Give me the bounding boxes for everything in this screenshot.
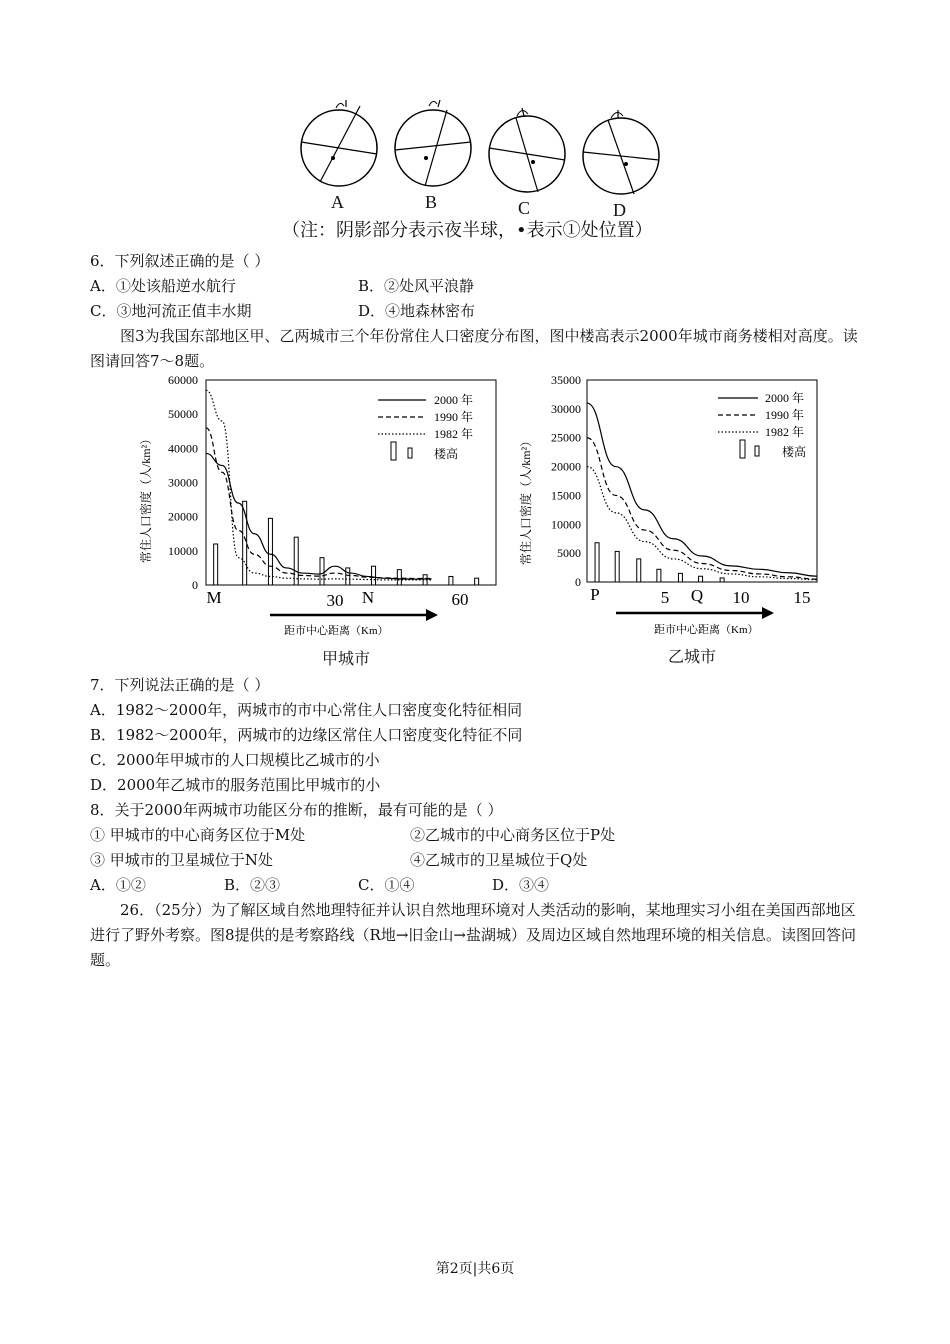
chart-yi-legend xyxy=(718,390,806,459)
chart-jia-xtick: 30 xyxy=(326,591,344,610)
chart-yi-ytick: 15000 xyxy=(551,488,581,503)
q6-option-d: D．④地森林密布 xyxy=(358,302,476,320)
chart-jia-xtick: M xyxy=(206,588,222,607)
globe-label-c: C xyxy=(518,198,531,218)
chart-jia-title: 甲城市 xyxy=(322,649,371,668)
chart-yi-ytick: 25000 xyxy=(551,430,581,445)
legend-2000: 2000 年 xyxy=(765,391,805,405)
globe-label-a: A xyxy=(331,192,344,212)
chart-yi-xtick: 15 xyxy=(793,588,811,607)
q6-option-c: C．③地河流正值丰水期 xyxy=(90,302,252,320)
chart-yi-xtick: Q xyxy=(690,586,704,605)
chart-jia-bar xyxy=(475,578,479,585)
q6-option-b: B．②处风平浪静 xyxy=(358,277,475,295)
globe-label-d: D xyxy=(613,200,626,220)
q26-text: 26．（25分）为了解区域自然地理特征并认识自然地理环境对人类活动的影响，某地理实习小组在美国西部地区进行了野外考察。图8提供的是考察路线（R地→旧金山→盐湖城）及周边区域自然地理环境的相关信息。读图回答问题。 xyxy=(90,901,856,969)
chart-jia-ytick: 0 xyxy=(192,578,198,592)
globe-c xyxy=(489,108,565,192)
globe-label-b: B xyxy=(425,192,438,212)
chart-yi-ytick: 20000 xyxy=(551,459,581,474)
chart-jia-bar xyxy=(397,570,401,585)
q8-option-c: C．①④ xyxy=(358,876,415,894)
q8-stem: 8．关于2000年两城市功能区分布的推断，最有可能的是（ ） xyxy=(90,801,503,819)
chart-yi-bar xyxy=(615,551,619,582)
chart-yi-bar xyxy=(678,573,682,582)
chart-yi-xtick: 5 xyxy=(660,588,670,607)
q8-option-b: B．②③ xyxy=(224,876,281,894)
chart-yi-series-1982年 xyxy=(587,467,817,580)
chart-jia-bar xyxy=(372,566,376,585)
chart-jia-bar xyxy=(346,568,350,585)
chart-jia-ytick: 20000 xyxy=(168,509,198,524)
chart-yi-bar xyxy=(595,543,599,582)
chart-yi-xtick: 10 xyxy=(732,588,750,607)
chart-jia-ytick: 60000 xyxy=(168,373,198,387)
chart-yi-ytick: 30000 xyxy=(551,401,581,416)
legend-1982: 1982 年 xyxy=(434,427,474,441)
chart-jia-bar xyxy=(449,576,453,585)
q7-option-c: C．2000年甲城市的人口规模比乙城市的小 xyxy=(90,751,380,769)
legend-1982: 1982 年 xyxy=(765,425,805,439)
globe-b xyxy=(395,100,471,186)
chart-yi-bar xyxy=(720,578,724,582)
chart-yi-bar xyxy=(637,559,641,582)
page-footer: 第2页|共6页 xyxy=(435,1261,515,1277)
chart-yi-ytick: 35000 xyxy=(551,373,581,387)
q8-statement-1: ① 甲城市的中心商务区位于M处 xyxy=(90,826,306,844)
figure-intro: 图3为我国东部地区甲、乙两城市三个年份常住人口密度分布图，图中楼高表示2000年城市商务楼相对高度。读图请回答7～8题。 xyxy=(90,327,858,370)
q7-stem: 7．下列说法正确的是（ ） xyxy=(90,676,270,694)
legend-2000: 2000 年 xyxy=(434,393,474,407)
chart-jia-legend xyxy=(378,392,473,461)
chart-yi-bar xyxy=(699,576,703,582)
q6-stem: 6．下列叙述正确的是（ ） xyxy=(90,252,270,270)
q7-option-d: D．2000年乙城市的服务范围比甲城市的小 xyxy=(90,776,381,794)
q8-option-a: A．①② xyxy=(90,876,146,894)
chart-jia-xtick: 60 xyxy=(451,590,469,609)
chart-jia xyxy=(130,372,510,672)
q7-option-b: B．1982～2000年，两城市的边缘区常住人口密度变化特征不同 xyxy=(90,726,523,744)
chart-jia-ytick: 10000 xyxy=(168,543,198,558)
chart-jia-ylabel: 常住人口密度（人/km²） xyxy=(139,432,153,564)
chart-jia-bar xyxy=(320,558,324,585)
legend-1990: 1990 年 xyxy=(765,408,805,422)
legend-bars: 楼高 xyxy=(782,445,807,459)
globe-d xyxy=(583,110,659,194)
q8-statement-2: ②乙城市的中心商务区位于P处 xyxy=(410,826,616,844)
q8-statement-4: ④乙城市的卫星城位于Q处 xyxy=(410,851,588,869)
chart-yi-ytick: 10000 xyxy=(551,517,581,532)
q6-option-a: A．①处该船逆水航行 xyxy=(90,277,236,295)
chart-jia-bar xyxy=(214,544,218,585)
chart-jia-ytick: 50000 xyxy=(168,407,198,422)
chart-jia-bar xyxy=(268,518,272,585)
chart-jia-ytick: 30000 xyxy=(168,475,198,490)
globe-note: （注：阴影部分表示夜半球，•表示①处位置） xyxy=(282,220,653,241)
chart-jia-bar xyxy=(294,537,298,585)
chart-jia-ytick: 40000 xyxy=(168,441,198,456)
chart-yi-ytick: 0 xyxy=(575,575,581,589)
chart-yi-title: 乙城市 xyxy=(668,647,717,666)
legend-bars: 楼高 xyxy=(434,447,459,461)
chart-yi-bar xyxy=(657,569,661,582)
chart-jia-xlabel: 距市中心距离（Km） xyxy=(284,625,389,637)
chart-yi-ylabel: 常住人口密度（人/km²） xyxy=(519,434,533,566)
chart-yi-ytick: 5000 xyxy=(557,546,581,561)
legend-1990: 1990 年 xyxy=(434,410,474,424)
globe-a xyxy=(301,100,377,186)
chart-yi-xtick: P xyxy=(590,585,600,604)
q8-option-d: D．③④ xyxy=(492,876,550,894)
q7-option-a: A．1982～2000年，两城市的市中心常住人口密度变化特征相同 xyxy=(90,701,523,719)
q8-statement-3: ③ 甲城市的卫星城位于N处 xyxy=(90,851,273,869)
chart-yi-xlabel: 距市中心距离（Km） xyxy=(654,624,759,636)
chart-yi xyxy=(510,372,840,672)
chart-jia-series-1982年 xyxy=(206,390,432,580)
chart-jia-xtick: N xyxy=(361,588,375,607)
chart-jia-series-2000年 xyxy=(206,453,432,579)
